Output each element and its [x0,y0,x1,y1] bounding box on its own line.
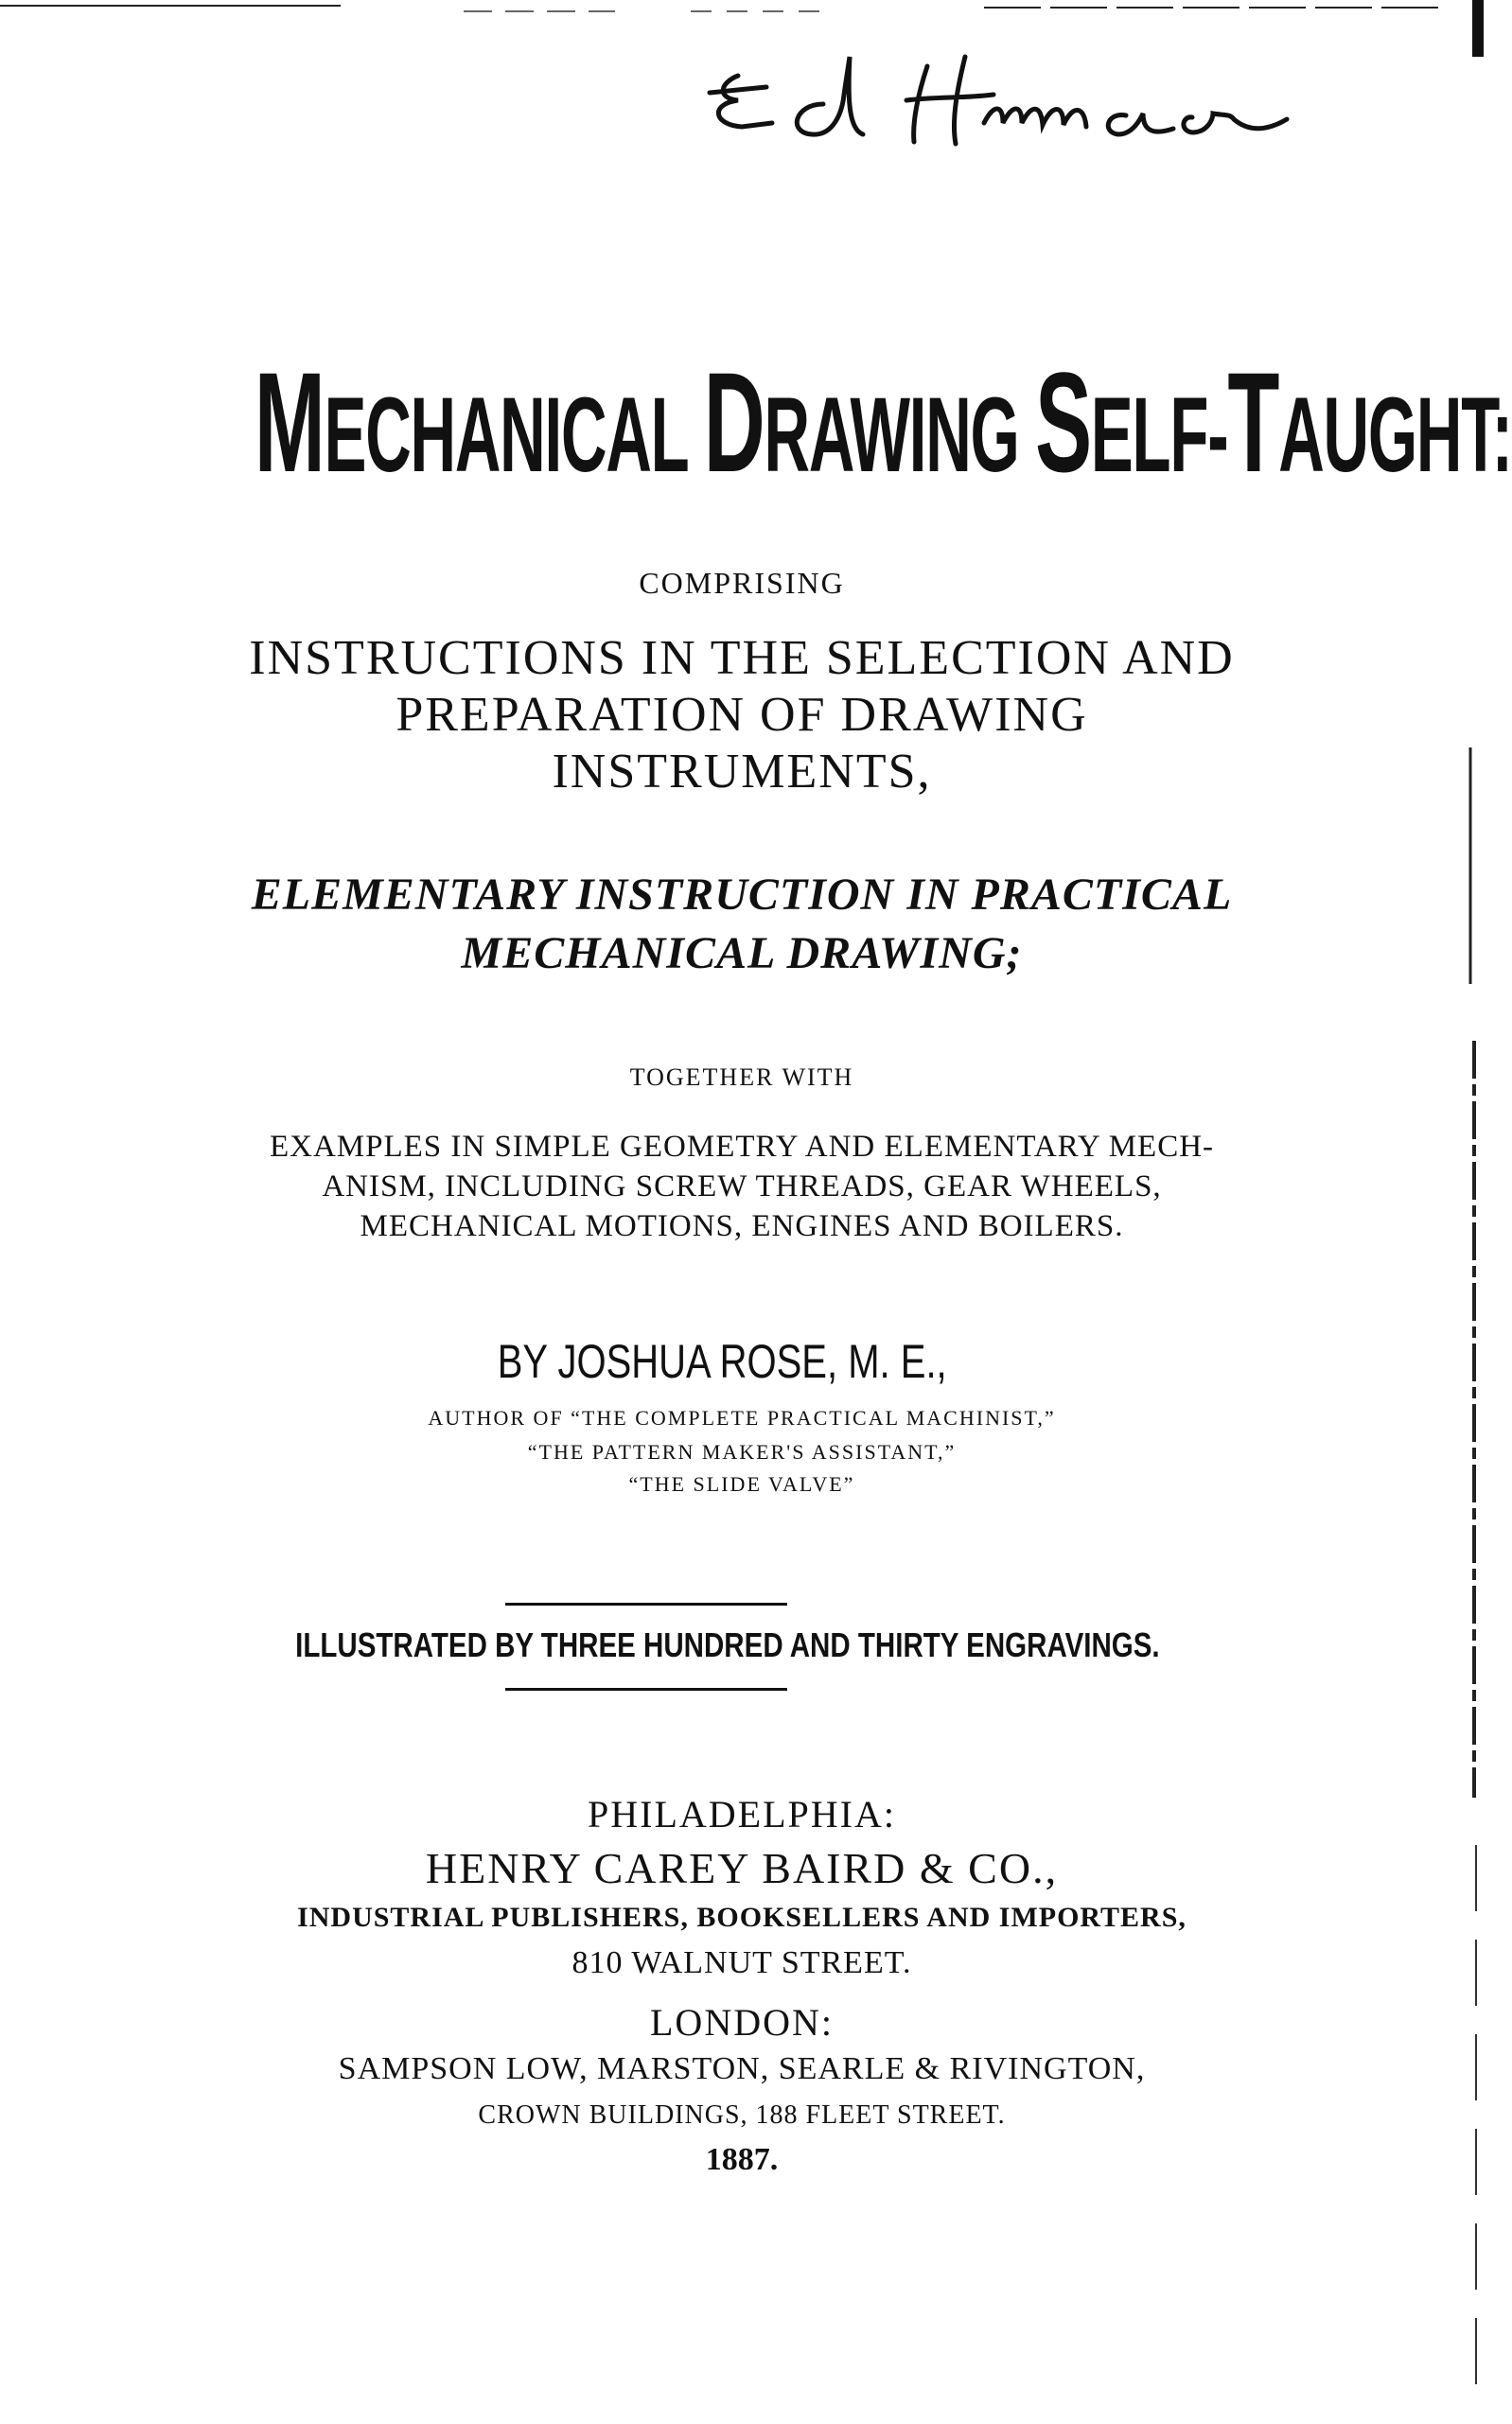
author-works-line: “THE PATTERN MAKER'S ASSISTANT,” [527,1440,957,1464]
illustrated-note: ILLUSTRATED BY THREE HUNDRED AND THIRTY ENGRAVINGS. [295,1625,1160,1664]
title-word: ELF- [1090,376,1228,494]
elementary-line: ELEMENTARY INSTRUCTION IN PRACTICAL [251,869,1233,920]
comprising-label: COMPRISING [639,566,845,600]
title-word: ECHANICAL [324,376,688,494]
publication-year: 1887. [705,2142,779,2177]
divider-rule-top [505,1603,787,1606]
examples-line: MECHANICAL MOTIONS, ENGINES AND BOILERS. [360,1209,1124,1243]
examples-line: EXAMPLES IN SIMPLE GEOMETRY AND ELEMENTARY MECH- [269,1130,1215,1164]
title-word: RAWING [764,376,1019,494]
instructions-line: PREPARATION OF DRAWING [396,688,1088,742]
london-publisher: SAMPSON LOW, MARSTON, SEARLE & RIVINGTON, [338,2051,1146,2086]
title-word: AUGHT: [1278,376,1512,494]
book-title [254,341,1512,504]
author-name: BY JOSHUA ROSE, M. E., [497,1335,947,1388]
author-works-line: AUTHOR OF “THE COMPLETE PRACTICAL MACHINIST,” [428,1406,1056,1430]
author-works-line: “THE SLIDE VALVE” [628,1472,855,1496]
divider-rule-bottom [505,1688,787,1691]
instructions-line: INSTRUMENTS, [552,745,932,799]
title-initial: T [1227,343,1279,501]
together-with-label: TOGETHER WITH [629,1063,854,1091]
publisher-name: HENRY CAREY BAIRD & CO., [425,1844,1059,1892]
scan-edge-top [0,0,1484,19]
london-address: CROWN BUILDINGS, 188 FLEET STREET. [478,2100,1006,2130]
elementary-line: MECHANICAL DRAWING; [461,928,1023,978]
title-initial: D [703,343,765,501]
publisher-city: PHILADELPHIA: [588,1793,896,1836]
handwritten-signature [681,38,1325,161]
publisher-description: INDUSTRIAL PUBLISHERS, BOOKSELLERS AND IMPORTERS, [297,1902,1187,1933]
publisher-address: 810 WALNUT STREET. [571,1945,912,1980]
instructions-line: INSTRUCTIONS IN THE SELECTION AND [249,631,1235,685]
title-initial: S [1035,343,1091,501]
examples-line: ANISM, INCLUDING SCREW THREADS, GEAR WHEELS, [322,1169,1162,1203]
title-initial: M [254,343,325,501]
london-city: LONDON: [650,2001,834,2044]
